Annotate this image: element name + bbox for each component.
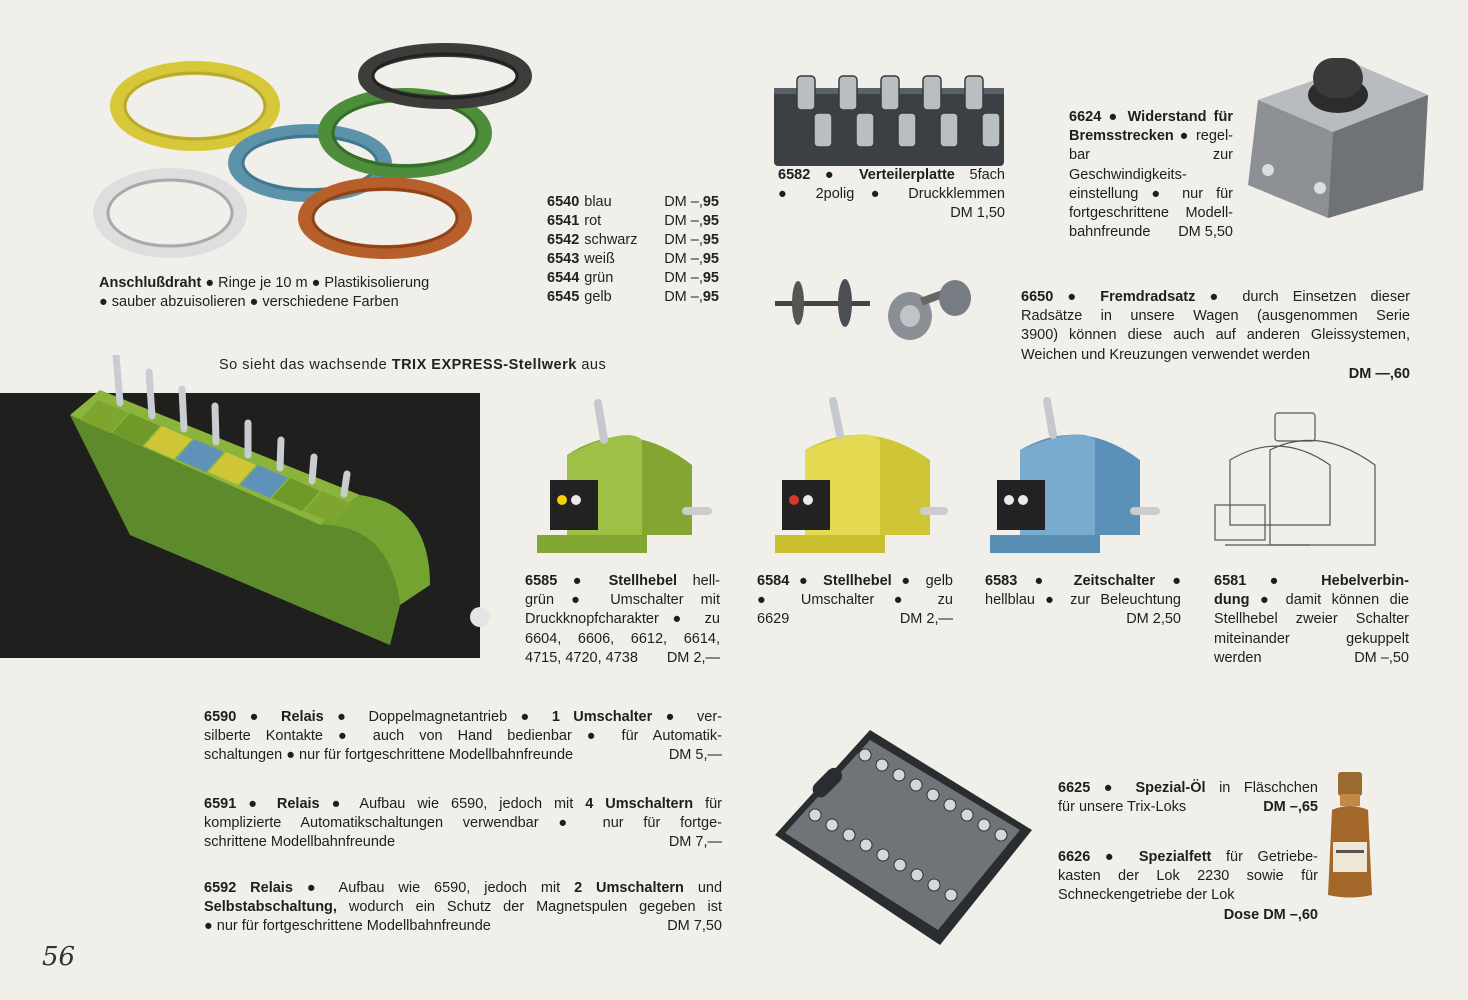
oil-bottle-image (1322, 770, 1378, 900)
article-number: 6543 (547, 251, 580, 268)
stellwerk-headline: So sieht das wachsende TRIX EXPRESS-Stellwerk aus (219, 357, 607, 373)
wheelset-image (770, 268, 980, 348)
price: DM –,95 (664, 213, 719, 230)
price: DM –,95 (664, 289, 719, 306)
p6625-text: 6625 ● Spezial-Öl in Fläschchen für unsere Trix-Loks DM –,65 (1058, 779, 1318, 817)
lever-6584-image (760, 395, 950, 560)
p6584-text: 6584 ● Stellhebel ● gelb ● Umschalter ● zu 6629 DM 2,— (757, 572, 953, 630)
article-number: 6545 (547, 289, 580, 306)
color-name: blau (584, 194, 612, 210)
lever-6585-image (532, 395, 722, 560)
p6590-price: DM 5,— (668, 747, 722, 764)
wire-price-row (547, 193, 719, 212)
p6650-text: 6650 ● Fremdradsatz ● durch Einsetzen dieser Radsätze in unsere Wagen (ausgenommen Serie 3900) können diese auch auf anderen Gleissystemen, Weichen und Kreuzungen verwendet werden DM —,60 (1021, 289, 1410, 382)
p6591-price: DM 7,— (668, 834, 722, 851)
article-number: 6544 (547, 270, 580, 287)
p6624-text: 6624 ● Widerstand für Bremsstrecken ● regel- bar zur Geschwindigkeits- einstellung ● nur für fortgeschrittene Modell- bahnfreunde DM 5,50 (1069, 108, 1233, 242)
lever-6583-image (985, 395, 1175, 560)
price: DM –,95 (664, 270, 719, 287)
coil-brown (305, 184, 465, 252)
wire-price-table (547, 193, 719, 308)
price: DM –,95 (664, 194, 719, 210)
wire-description: Anschlußdraht ● Ringe je 10 m ● Plastikisolierung ● sauber abzuisolieren ● verschiedene Farben (99, 275, 430, 311)
p6626-text: 6626 ● Spezialfett für Getriebe- kasten der Lok 2230 sowie für Schneckengetriebe der Lok Dose DM –,60 (1058, 849, 1318, 923)
article-number: 6542 (547, 232, 580, 249)
color-name: schwarz (584, 232, 638, 249)
stellwerk-image (60, 355, 520, 665)
article-number: 6540 (547, 194, 580, 210)
p6626-price: Dose DM –,60 (1223, 906, 1318, 923)
p6592-price: DM 7,50 (667, 918, 722, 935)
wire-price-row (547, 288, 719, 307)
resistor-box-image (1238, 40, 1433, 220)
color-name: grün (584, 270, 614, 287)
color-name: weiß (584, 251, 615, 268)
relay-image (770, 725, 1035, 950)
p6591-text: 6591 ● Relais ● Aufbau wie 6590, jedoch mit 4 Umschaltern für komplizierte Automatikschaltungen verwendbar ● nur für fortge- schrittene Modellbahnfreunde DM 7,— (204, 795, 722, 853)
price: DM –,95 (664, 251, 719, 268)
p6625-price: DM –,65 (1263, 799, 1318, 816)
p6582-text: 6582 ● Verteilerplatte 5fach ● 2polig ● Druckklemmen DM 1,50 (778, 167, 1005, 222)
p6592-text: 6592 Relais ● Aufbau wie 6590, jedoch mit 2 Umschaltern und Selbstabschaltung, wodurch ein Schutz der Magnetspulen gegeben ist ● nur für fortgeschrittene Modellbahnfreunde DM 7,50 (204, 879, 722, 937)
lever-coupling-6581-image (1210, 405, 1390, 560)
distribution-plate-image (772, 58, 1007, 168)
p6583-text: 6583 ● Zeitschalter ● hellblau ● zur Beleuchtung DM 2,50 (985, 573, 1181, 628)
color-name: rot (584, 213, 602, 230)
wire-price-row (547, 250, 719, 269)
p6585-text: 6585 ● Stellhebel hell- grün ● Umschalter mit Druckknopfcharakter ● zu 6604, 6606, 6612, 6614, 4715, 4720, 4738 DM 2,— (525, 572, 720, 668)
p6624-price: DM 5,50 (1178, 224, 1233, 241)
wire-price-row (547, 231, 719, 250)
coil-yellow (117, 68, 273, 144)
p6585-price: DM 2,— (666, 649, 720, 666)
color-name: gelb (584, 289, 612, 306)
wire-price-row (547, 269, 719, 288)
page-number: 56 (42, 942, 76, 972)
p6584-price: DM 2,— (899, 611, 953, 628)
coil-white (100, 175, 240, 251)
p6581-price: DM –,50 (1354, 649, 1409, 666)
p6581-text: 6581 ● Hebelverbin- dung ● damit können die Stellhebel zweier Schalter miteinander gekuppelt werden DM –,50 (1214, 572, 1409, 668)
p6582-price: DM 1,50 (950, 205, 1005, 222)
p6590-text: 6590 ● Relais ● Doppelmagnetantrieb ● 1 Umschalter ● ver- silberte Kontakte ● auch von Hand bedienbar ● für Automatik- schaltungen ● nur für fortgeschrittene Modellbahnfreunde DM 5,— (204, 708, 722, 766)
wire-coils-image (85, 38, 545, 278)
wire-title: Anschlußdraht (99, 275, 202, 291)
p6650-price: DM —,60 (1348, 365, 1410, 382)
p6583-price: DM 2,50 (1126, 611, 1181, 628)
price: DM –,95 (664, 232, 719, 249)
article-number: 6541 (547, 213, 580, 230)
wire-price-row (547, 212, 719, 231)
